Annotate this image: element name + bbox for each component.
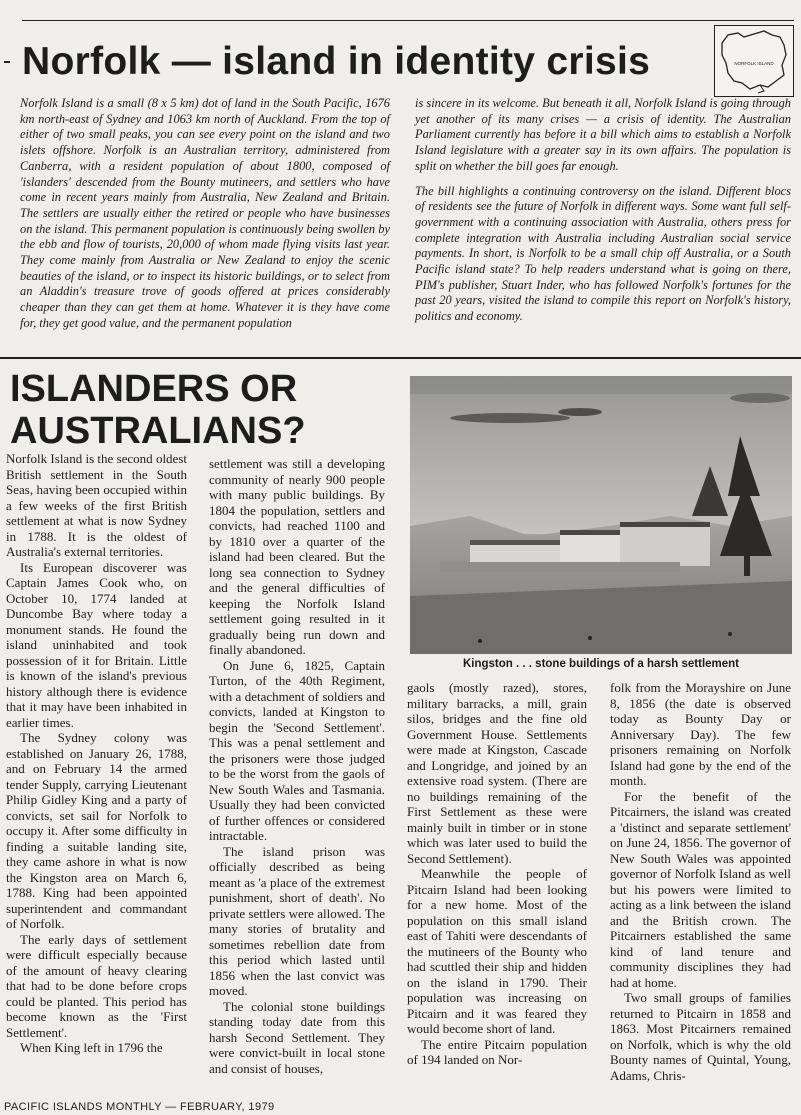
section-headline [10, 368, 400, 452]
top-rule [22, 20, 794, 21]
paragraph: settlement was still a developing community of nearly 900 people with many public buildings. By 1804 the population, settlers and convicts, had reached 1100 and by 1810 over a quarter of the island had been cleared. But the long sea connection to Sydney and the general difficulties of keeping the Norfolk Island settlement going resulted in it gradually being run down and finally abandoned. [209, 456, 385, 657]
map-label: NORFOLK ISLAND [734, 61, 774, 66]
paragraph: Norfolk Island is the second oldest British settlement in the South Seas, having been occupied within a few weeks of the first British settlement at what is now Sydney in 1788. It is the oldest of Australia's external territories. [6, 451, 187, 559]
section-rule [0, 357, 801, 359]
intro-paragraph: is sincere in its welcome. But beneath it all, Norfolk Island is going through yet another of its many crises — a crisis of identity. The Australian Parliament currently has before it a bill which aims to establish a Norfolk Island legislature with a greater say in its own affairs. The population is split on whether the bill goes far enough. [415, 96, 791, 173]
paragraph: The island prison was officially described as being meant as 'a place of the extremest punishment, short of death'. No private settlers were allowed. The many stories of brutality and sometimes rebellion date from this period which lasted until 1856 when the last convict was moved. [209, 843, 385, 998]
intro-paragraph: The bill highlights a continuing controversy on the island. Different blocs of residents see the future of Norfolk in different ways. Some want full self-government with a continuing association with Australia, others press for complete integration with Australia including Australian social service payments. In short, is Norfolk to be a small chip off Australia, or a South Pacific island state? To help readers understand what is going on there, PIM's publisher, Stuart Inder, who has followed Norfolk's fortunes for the past 20 years, visited the island to compile this report on Norfolk's history, politics and economy. [415, 183, 791, 324]
article-column-3 [407, 680, 587, 1090]
footer-publication: PACIFIC ISLANDS MONTHLY — FEBRUARY, 1979 [4, 1101, 275, 1113]
paragraph: For the benefit of the Pitcairners, the island was created a 'distinct and separate settlement' on June 24, 1856. The governor of New South Wales was appointed governor of Norfolk Island as well but his powers were limited to acting as a link between the island and the British crown. The Pitcairners established the same kind of land tenure and community disciplines they had had at home. [610, 788, 791, 990]
section-headline-line: AUSTRALIANS? [10, 410, 306, 452]
paragraph: The entire Pitcairn population of 194 landed on Nor- [407, 1036, 587, 1067]
paragraph: gaols (mostly razed), stores, military barracks, a mill, grain silos, bridges and the fine old Government House. Settlements were made at Kingston, Cascade and Longridge, and joined by an extensive road system. (There are no buildings remaining of the First Settlement as these were mainly built in timber or in stone which was later used to build the Second Settlement). [407, 680, 587, 866]
intro-left [20, 96, 390, 341]
paragraph: On June 6, 1825, Captain Turton, of the 40th Regiment, with a detachment of soldiers and convicts, landed at Kingston to begin the 'Second Settlement'. This was a penal settlement and the prisoners were those judged to be the worst from the gaols of New South Wales and Tasmania. Usually they had been convicted of further offences or considered intractable. [209, 657, 385, 843]
intro-right [415, 96, 791, 334]
island-map-icon [714, 25, 794, 97]
edge-mark [4, 61, 10, 63]
article-column-4 [610, 680, 791, 1090]
paragraph: Its European discoverer was Captain James Cook who, on October 10, 1774 landed at Duncombe Bay where today a monument stands. He found the island uninhabited and took possession of it for Britain. Little is known of the island's previous history although there is evidence that it may have been inhabited in earlier times. [6, 559, 187, 730]
kingston-photo [410, 376, 792, 654]
article-column-1 [6, 451, 187, 1091]
paragraph: Two small groups of families returned to Pitcairn in 1858 and 1863. Most Pitcairners remained on Norfolk, which is why the old Bounty names of Quintal, Young, Adams, Chris- [610, 990, 791, 1083]
paragraph: The colonial stone buildings standing today date from this harsh Second Settlement. They were convict-built in local stone and consist of houses, [209, 998, 385, 1076]
paragraph: The Sydney colony was established on January 26, 1788, and on February 14 the armed tender Supply, carrying Lieutenant Philip Gidley King and a party of convicts, set sail for Norfolk to occupy it. After some difficulty in finding a suitable landing site, they came ashore in what is now the Kingston area on March 6, 1788. King had been appointed superintendent and commandant of Norfolk. [6, 730, 187, 931]
section-headline-line: ISLANDERS OR [10, 368, 298, 410]
article-column-2 [209, 456, 385, 1090]
paragraph: When King left in 1796 the [20, 1040, 163, 1055]
paragraph: folk from the Morayshire on June 8, 1856 (the date is observed today as Bounty Day or Anniversary Day). The few prisoners remaining on Norfolk Island had gone by the end of the month. [610, 680, 791, 788]
main-headline: Norfolk — island in identity crisis [22, 40, 651, 83]
photo-caption: Kingston . . . stone buildings of a harsh settlement [462, 658, 740, 670]
intro-paragraph: Norfolk Island is a small (8 x 5 km) dot of land in the South Pacific, 1676 km north-east of Sydney and 1063 km north of Auckland. From the top of either of two small peaks, you can see every point on the island and two islets offshore. Norfolk is an Australian territory, administered from Canberra, with a resident population of about 1800, composed of 'islanders' descended from the Bounty mutineers, and settlers who have come in recent years mainly from Australia, New Zealand and Britain. The settlers are usually either the retired or people who have businesses on the island. This permanent population is continuously being swollen by the ebb and flow of tourists, 20,000 of whom made flying visits last year. They come mainly from Australia or New Zealand to enjoy the scenic beauties of the island, or to inspect its historic buildings, or to select from an Aladdin's treasure trove of goods offered at prices considerably cheaper than they can get them at home. Whatever it is they have come for, they get good value, and the permanent population [20, 96, 390, 330]
paragraph: The early days of settlement were difficult especially because of the amount of heavy clearing that had to be done before crops could be planted. This period has become known as the 'First Settlement'. [6, 931, 187, 1040]
paragraph: Meanwhile the people of Pitcairn Island had been looking for a new home. Most of the population on this small island east of Tahiti were descendants of the mutineers of the Bounty who had scuttled their ship and hidden on the island in 1790. Their population was increasing on Pitcairn and it was feared they would become short of land. [407, 866, 587, 1036]
